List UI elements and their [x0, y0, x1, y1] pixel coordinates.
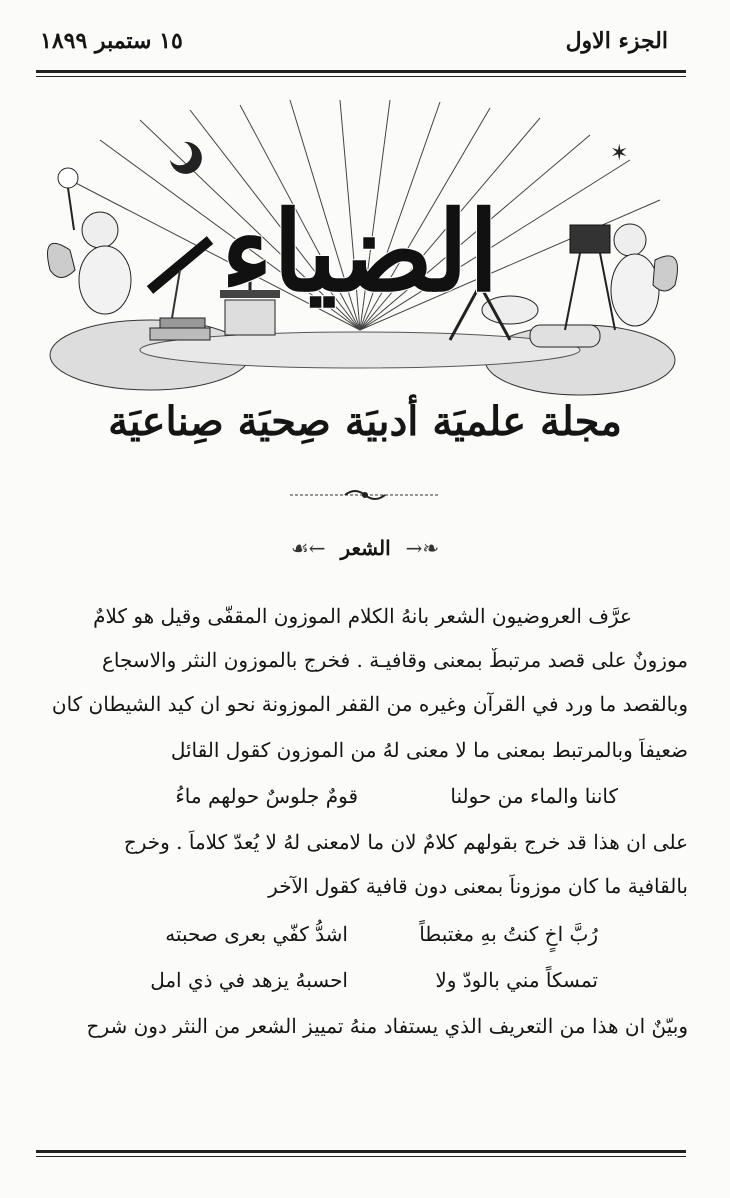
body-line-3: وبالقصد ما ورد في القرآن وغيره من القفر الموزونة نحو ان كيد الشيطان كان [51, 692, 688, 716]
verse-2-line-2-second: احسبهُ يزهد في ذي امل [150, 968, 348, 992]
body-line-2: موزونٌ على قصد مرتبطٌ بمعنى وقافيـة . فخرج بالموزون النثر والاسجاع [101, 648, 688, 672]
section-ornament-right: ❧→ [405, 536, 440, 560]
section-title: الشعر [340, 536, 391, 560]
issue-part: الجزء الاول [565, 28, 668, 54]
star-icon: ✶ [610, 141, 629, 166]
body-line-5: على ان هذا قد خرج بقولهم كلامٌ لان ما لامعنى لهُ لا يُعدّ كلاماً . وخرج [123, 830, 688, 854]
verse-2-line-1-first: رُبَّ اخٍ كنتُ بهِ مغتبطاً [419, 922, 598, 946]
crescent-icon [170, 142, 202, 174]
magazine-title: الضياء [221, 187, 499, 316]
section-ornament-left: ←☙ [290, 536, 326, 560]
verse-1-first-hemistich: كاننا والماء من حولنا [450, 784, 618, 808]
body-line-6: بالقافية ما كان موزوناً بمعنى دون قافية كقول الآخر [268, 874, 688, 898]
issue-date: ١٥ ستمبر ١٨٩٩ [40, 28, 183, 54]
verse-2-line-2-first: تمسكاً مني بالودّ ولا [435, 968, 598, 992]
magazine-subtitle: مجلة علميَة أدبيَة صِحيَة صِناعيَة [108, 398, 622, 445]
header-rule [36, 70, 686, 77]
cherub-right-icon [565, 224, 678, 330]
footer-rule [36, 1150, 686, 1157]
divider-ornament-icon [290, 488, 440, 502]
section-heading [0, 536, 730, 560]
body-line-1: عرَّف العروضيون الشعر بانهُ الكلام الموزون المقفّى وقيل هو كلامٌ [93, 604, 632, 628]
verse-1-second-hemistich: قومٌ جلوسٌ حولهم ماءُ [175, 784, 358, 808]
body-line-4: ضعيفاً وبالمرتبط بمعنى ما لا معنى لهُ من الموزون كقول القائل [170, 738, 688, 762]
body-line-7: وبيّنٌ ان هذا من التعريف الذي يستفاد منهُ تمييز الشعر من النثر دون شرح [86, 1014, 688, 1038]
verse-2-line-1-second: اشدُّ كفّي بعرى صحبته [165, 922, 348, 946]
telescope-icon [150, 240, 210, 330]
